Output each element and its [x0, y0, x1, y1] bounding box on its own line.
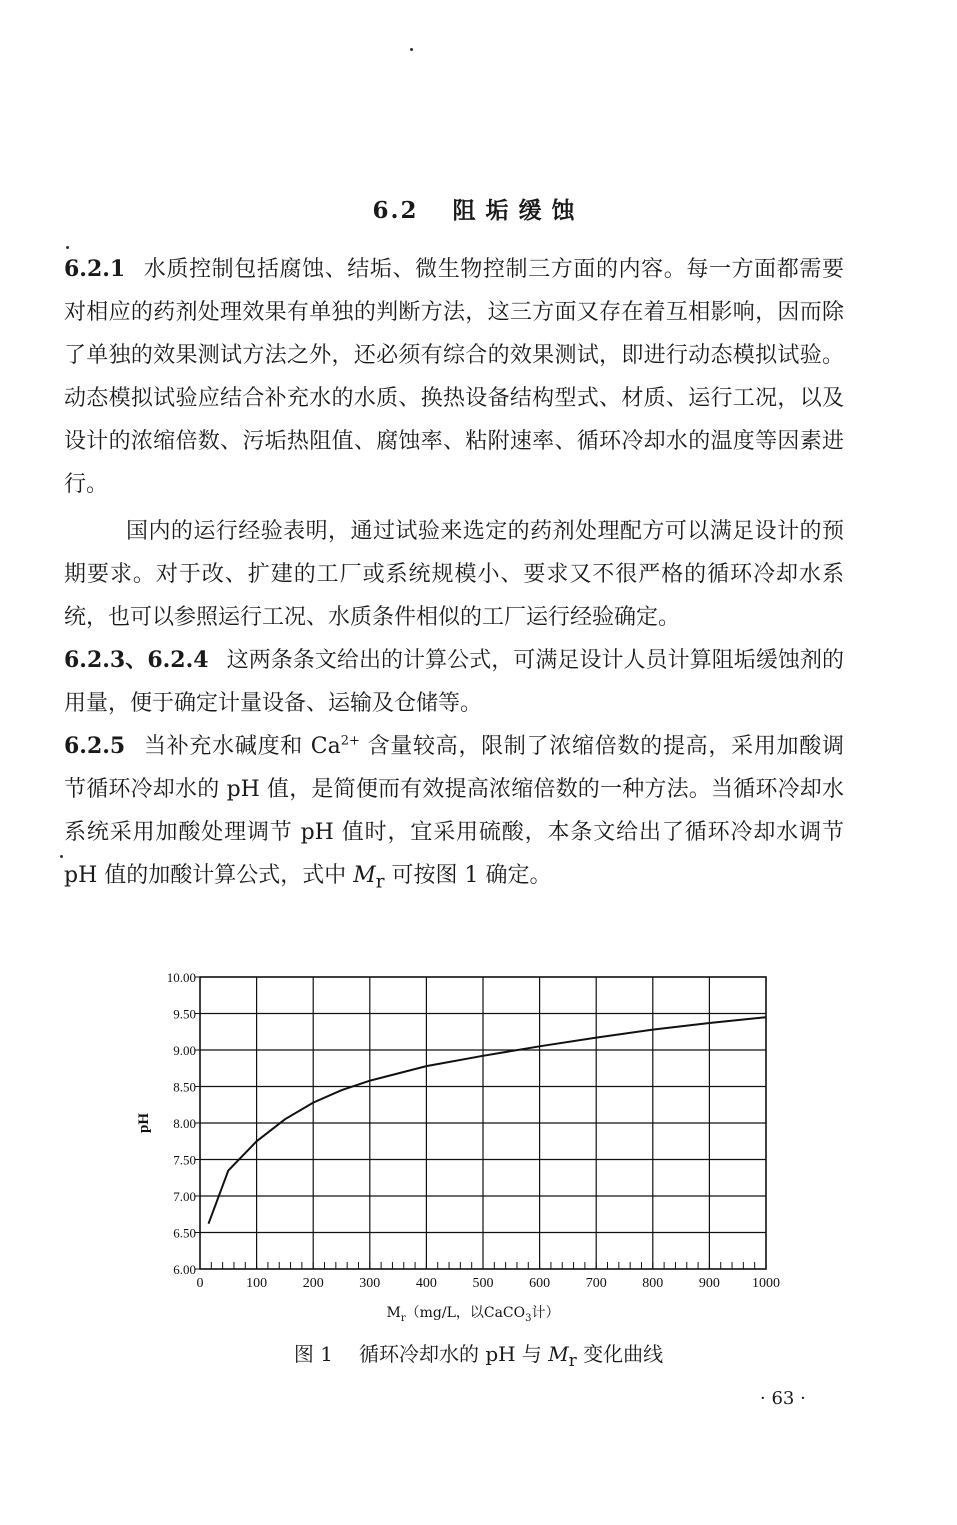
x-tick-label: 400	[415, 1276, 437, 1291]
paragraph-6-2-1-cont	[64, 510, 844, 639]
variable: M	[353, 863, 376, 888]
scan-speck	[66, 246, 69, 249]
y-tick-label: 7.00	[173, 1189, 196, 1204]
clause-number: 6.2.3、6.2.4	[64, 647, 209, 673]
superscript: 2+	[340, 733, 360, 749]
x-tick-label: 0	[196, 1276, 204, 1291]
scan-speck	[60, 855, 63, 858]
x-axis-label: $M_r(mg/L$，以CaCO$_3$计）	[386, 1305, 560, 1324]
y-tick-label: 9.00	[173, 1043, 196, 1058]
paragraph-text: 国内的运行经验表明，通过试验来选定的药剂处理配方可以满足设计的预期要求。对于改、扩建的工厂或系统规模小、要求又不很严格的循环冷却水系统，也可以参照运行工况、水质条件相似的工厂运行经验确定。	[64, 519, 844, 630]
x-tick-label: 200	[302, 1276, 324, 1291]
x-tick-label: 900	[698, 1276, 720, 1291]
caption-variable: M	[548, 1342, 569, 1366]
caption-text-end: 变化曲线	[576, 1342, 664, 1366]
y-tick-label: 9.50	[173, 1006, 196, 1022]
x-tick-label: 300	[359, 1276, 381, 1291]
paragraph-text: 这两条条文给出的计算公式，可满足设计人员计算阻垢缓蚀剂的用量，便于确定计量设备、运输及仓储等。	[64, 648, 844, 716]
scan-speck	[410, 48, 413, 51]
series-line	[209, 1017, 767, 1223]
section-heading	[0, 192, 957, 225]
x-tick-label: 1000	[752, 1276, 780, 1291]
y-tick-label: 6.50	[173, 1225, 196, 1241]
y-tick-label: 10.00	[166, 970, 196, 985]
y-tick-label: 7.50	[173, 1152, 196, 1168]
x-tick-label: 700	[585, 1276, 607, 1291]
figure-1-chart	[120, 965, 800, 1335]
x-tick-label: 600	[529, 1276, 551, 1291]
paragraph-6-2-5	[64, 725, 844, 903]
clause-number: 6.2.1	[64, 256, 126, 282]
y-tick-label: 8.00	[173, 1116, 196, 1131]
clause-number: 6.2.5	[64, 733, 126, 759]
paragraph-text: 含量较高，限制了浓缩倍数的提高，采用加酸调节循环冷却水的 pH 值，是简便而有效提高浓缩倍数的一种方法。当循环冷却水系统采用加酸处理调节 pH 值时，宜采用硫酸，本条文给出了循环冷却水调节 pH 值的加酸计算公式，式中	[64, 734, 844, 888]
paragraph-text: 可按图 1 确定。	[384, 863, 552, 888]
body-text	[64, 248, 844, 903]
caption-subscript: r	[568, 1351, 577, 1370]
chart-svg	[120, 965, 800, 1335]
x-tick-label: 100	[246, 1276, 268, 1291]
subscript: r	[375, 871, 385, 893]
caption-text: 循环冷却水的 pH 与	[358, 1342, 549, 1366]
x-tick-label: 500	[472, 1276, 494, 1291]
x-tick-label: 800	[642, 1276, 664, 1291]
y-tick-label: 8.50	[173, 1079, 196, 1095]
paragraph-text: 水质控制包括腐蚀、结垢、微生物控制三方面的内容。每一方面都需要对相应的药剂处理效果有单独的判断方法，这三方面又存在着互相影响，因而除了单独的效果测试方法之外，还必须有综合的效果测试，即进行动态模拟试验。动态模拟试验应结合补充水的水质、换热设备结构型式、材质、运行工况，以及设计的浓缩倍数、污垢热阻值、腐蚀率、粘附速率、循环冷却水的温度等因素进行。	[64, 257, 844, 497]
caption-label: 图 1	[293, 1342, 333, 1366]
paragraph-6-2-3	[64, 639, 844, 725]
y-axis-label: pH	[136, 1112, 152, 1134]
y-tick-label: 6.00	[173, 1262, 196, 1277]
paragraph-6-2-1	[64, 248, 844, 506]
paragraph-text: 当补充水碱度和 Ca	[143, 734, 341, 759]
page-number: · 63 ·	[760, 1388, 806, 1409]
section-title: 阻垢缓蚀	[452, 197, 585, 224]
section-number: 6.2	[372, 197, 419, 224]
figure-caption	[0, 1338, 957, 1370]
